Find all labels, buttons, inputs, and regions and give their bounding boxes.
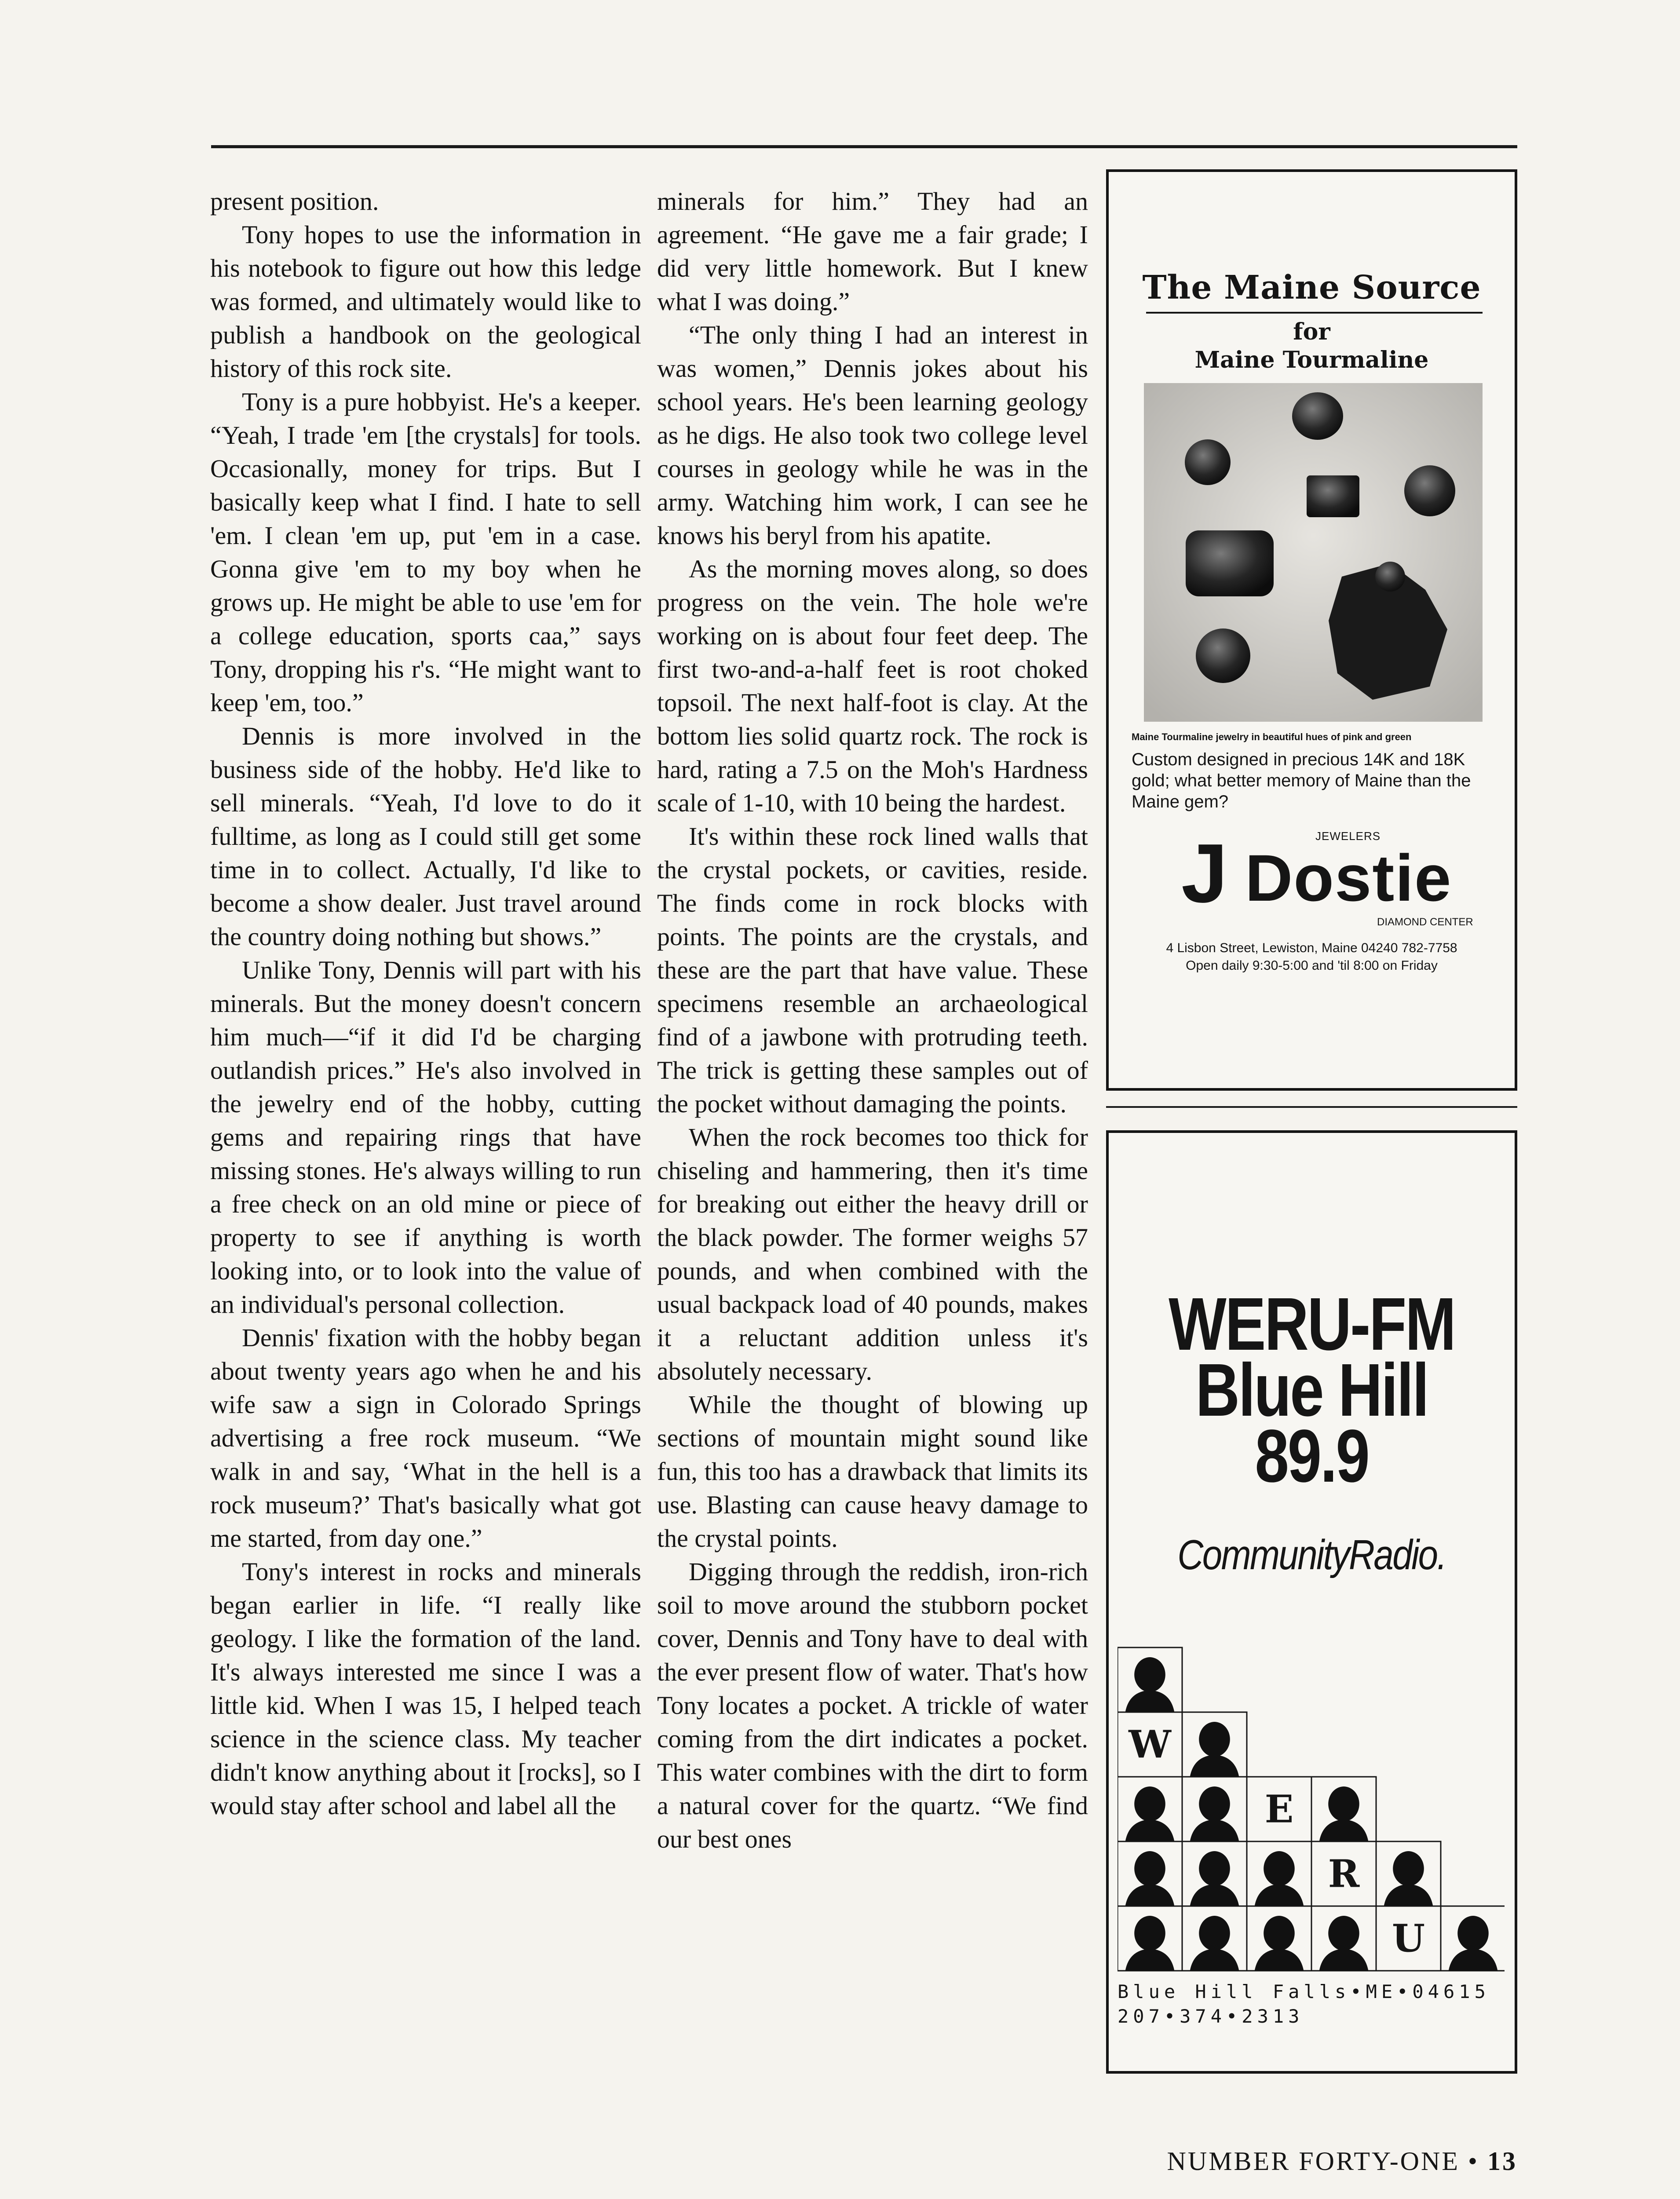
weru-letter: W xyxy=(1129,1722,1171,1767)
ad-subtitle-for: for xyxy=(1293,318,1330,345)
article-paragraph: minerals for him.” They had an agreement. “He gave me a fair grade; I did very little homework. But I knew what I was doing.” xyxy=(657,187,1088,316)
article-paragraph: While the thought of blowing up sections of mountain might sound like fun, this too has a drawback that limits its use. Blasting can cause heavy damage to the crystal points. xyxy=(657,1390,1088,1552)
person-silhouette-icon xyxy=(1190,1722,1239,1777)
station-frequency: 89.9 xyxy=(1255,1414,1369,1498)
article-paragraph: As the morning moves along, so does progress on the vein. The hole we're working on is about four feet deep. The first two-and-a-half feet is root choked topsoil. The next half-foot is clay. At the bottom lies solid quartz rock. The rock is hard, rating a 7.5 on the Moh's Hardness scale of 1-10, with 10 being the hardest. xyxy=(657,555,1088,817)
article-paragraph: Dennis is more involved in the business side of the hobby. He'd like to sell minerals. “Yeah, I'd love to do it fulltime, as long as I could still get some time in to collect. Actually, I'd like to become a show dealer. Just travel around the country doing nothing but shows.” xyxy=(210,722,641,951)
weru-letter: E xyxy=(1264,1787,1294,1832)
article-paragraph: When the rock becomes too thick for chiseling and hammering, then it's time for breaking out either the heavy drill or the black powder. The former weighs 57 pounds, and when combined with the usual backpack load of 40 pounds, makes it a reluctant addition unless it's absolutely necessary. xyxy=(657,1123,1088,1385)
dostie-logo-j: J xyxy=(1181,827,1228,920)
community-radio-tagline: CommunityRadio. xyxy=(1177,1531,1446,1578)
page-number: 13 xyxy=(1487,2147,1517,2176)
person-silhouette-icon xyxy=(1384,1851,1433,1906)
article-paragraph: Tony hopes to use the information in his notebook to figure out how this ledge was formed, and ultimately would like to publish a handbook on the geological history of this rock site. xyxy=(210,220,641,383)
article-paragraph: Tony's interest in rocks and minerals began earlier in life. “I really like geology. I like the formation of the land. It's always interested me since I was a little kid. When I was 15, I helped teach science in the science class. My teacher didn't know anything about it [rocks], so I would stay after school and label all the xyxy=(210,1557,641,1820)
article-paragraph: present position. xyxy=(210,187,379,216)
gemstones-photo xyxy=(1144,383,1483,722)
issue-label: NUMBER FORTY-ONE • xyxy=(1167,2147,1479,2176)
weru-contact xyxy=(1118,1980,1505,2029)
person-silhouette-icon xyxy=(1125,1851,1175,1906)
person-silhouette-icon xyxy=(1125,1657,1175,1712)
weru-letter: R xyxy=(1328,1852,1360,1896)
ad-address-block xyxy=(1109,939,1515,975)
person-silhouette-icon xyxy=(1190,1851,1239,1906)
person-silhouette-icon xyxy=(1190,1916,1239,1971)
article-paragraph: Dennis' fixation with the hobby began about twenty years ago when he and his wife saw a sign in Colorado Springs advertising a free rock museum. “We walk in and say, ‘What in the hell is a rock museum?’ That's basically what got me started, from day one.” xyxy=(210,1323,641,1552)
ad-title-rule xyxy=(1146,312,1483,314)
weru-radio-ad xyxy=(1106,1130,1517,2074)
person-silhouette-icon xyxy=(1255,1916,1304,1971)
maine-source-ad xyxy=(1106,169,1517,1091)
article-column-left xyxy=(210,185,641,1823)
person-silhouette-icon xyxy=(1319,1786,1369,1841)
ad-subtitle xyxy=(1109,318,1515,374)
article-paragraph: Unlike Tony, Dennis will part with his minerals. But the money doesn't concern him much—“if it did I'd be charging outlandish prices.” He's also involved in the jewelry end of the hobby, cutting gems and repairing rings that have missing stones. He's always willing to run a free check on an old mine or piece of property to see if anything is worth looking into, or to look into the value of an individual's personal collection. xyxy=(210,956,641,1319)
page-folio xyxy=(1167,2146,1517,2177)
person-silhouette-icon xyxy=(1125,1916,1175,1971)
weru-letter: U xyxy=(1392,1916,1425,1961)
call-sign: WERU-FM xyxy=(1169,1282,1455,1366)
weru-phone: 207•374•2313 xyxy=(1118,2005,1304,2027)
ad-title: The Maine Source xyxy=(1142,269,1481,307)
person-silhouette-icon xyxy=(1319,1916,1369,1971)
station-town: Blue Hill xyxy=(1195,1348,1428,1432)
sidebar-divider xyxy=(1106,1106,1517,1108)
article-paragraph: It's within these rock lined walls that the crystal pockets, or cavities, reside. The finds come in rock blocks with points. The points are the crystals, and these are the part that have value. These specimens resemble an archaeological find of a jawbone with protruding teeth. The trick is getting these samples out of the pocket without damaging the points. xyxy=(657,822,1088,1118)
dostie-logo: Dostie xyxy=(1245,841,1452,915)
weru-callsign-block xyxy=(1145,1282,1478,1498)
top-rule xyxy=(211,145,1517,148)
ad-body-text: Custom designed in precious 14K and 18K gold; what better memory of Maine than the Maine gem? xyxy=(1132,750,1471,811)
article-column-middle xyxy=(657,185,1088,1856)
article-paragraph: “The only thing I had an interest in was women,” Dennis jokes about his school years. He's been learning geology as he digs. He also took two college level courses in geology while he was in the army. Watching him work, I can see he knows his beryl from his apatite. xyxy=(657,321,1088,550)
diamond-center-label: DIAMOND CENTER xyxy=(1377,916,1473,928)
person-silhouette-icon xyxy=(1449,1916,1498,1971)
article-paragraph: Digging through the reddish, iron-rich soil to move around the stubborn pocket cover, Dennis and Tony have to deal with the ever present flow of water. That's how Tony locates a pocket. A trickle of water coming from the dirt indicates a pocket. This water combines with the dirt to form a natural cover for the quartz. “We find our best ones xyxy=(657,1557,1088,1853)
store-address: 4 Lisbon Street, Lewiston, Maine 04240 782-7758 xyxy=(1166,941,1457,955)
store-hours: Open daily 9:30-5:00 and 'til 8:00 on Friday xyxy=(1186,958,1438,973)
photo-caption: Maine Tourmaline jewelry in beautiful hues of pink and green xyxy=(1132,731,1412,742)
person-silhouette-icon xyxy=(1190,1786,1239,1841)
ad-subtitle-tourmaline: Maine Tourmaline xyxy=(1194,347,1429,373)
weru-silhouette-grid xyxy=(1118,1630,1505,1977)
weru-address: Blue Hill Falls•ME•04615 xyxy=(1118,1981,1490,2002)
person-silhouette-icon xyxy=(1255,1851,1304,1906)
person-silhouette-icon xyxy=(1125,1786,1175,1841)
article-paragraph: Tony is a pure hobbyist. He's a keeper. “Yeah, I trade 'em [the crystals] for tools. Occasionally, money for trips. But I basically keep what I find. I hate to sell 'em. I clean 'em up, put 'em in a case. Gonna give 'em to my boy when he grows up. He might be able to use 'em for a college education, sports caa,” says Tony, dropping his r's. “He might want to keep 'em, too.” xyxy=(210,387,641,717)
jewelers-label: JEWELERS xyxy=(1315,829,1381,843)
